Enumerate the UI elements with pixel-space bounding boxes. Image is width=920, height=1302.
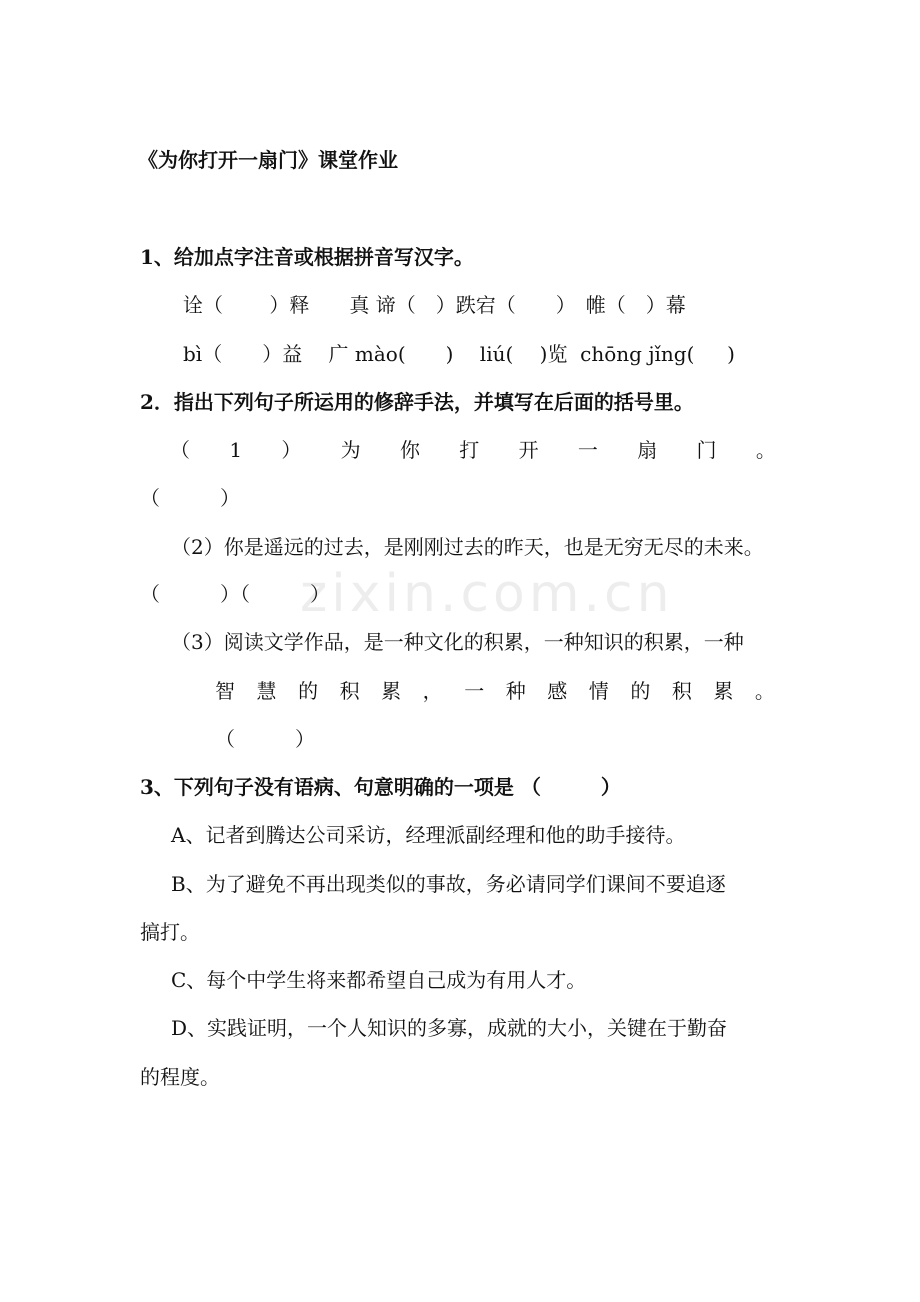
question-3-heading: 3、下列句子没有语病、句意明确的一项是 （ ）	[140, 775, 621, 799]
spaced-char: 。	[755, 438, 776, 462]
question-3-option-a: A、记者到腾达公司采访，经理派副经理和他的助手接待。	[171, 823, 686, 847]
spaced-char: 一	[464, 679, 485, 703]
spaced-char: 打	[459, 438, 480, 462]
spaced-char: 一	[577, 438, 598, 462]
spaced-char: 的	[298, 679, 319, 703]
spaced-char: 智	[215, 679, 235, 703]
spaced-char: 。	[754, 679, 775, 703]
spaced-char: 种	[505, 679, 526, 703]
question-3-option-d-line-2: 的程度。	[140, 1065, 220, 1089]
spaced-char: ）	[281, 438, 302, 462]
spaced-char: 为	[340, 438, 361, 462]
question-1-heading: 1、给加点字注音或根据拼音写汉字。	[140, 245, 474, 269]
spaced-char: 门	[696, 438, 717, 462]
question-3-option-b-line-2: 搞打。	[140, 920, 200, 944]
question-2-item-1	[170, 436, 776, 464]
spaced-char: 情	[588, 679, 609, 703]
question-3-option-d-line-1: D、实践证明，一个人知识的多寡，成就的大小，关键在于勤奋	[171, 1016, 728, 1040]
spaced-char: 你	[399, 438, 420, 462]
spaced-char: 感	[547, 679, 568, 703]
question-2-item-3-answer-blank: （ ）	[215, 727, 315, 751]
question-2-item-2: （2）你是遥远的过去，是刚刚过去的昨天，也是无穷无尽的未来。	[171, 535, 764, 559]
question-2-item-2-answer-blanks: （ ）（ ）	[140, 582, 330, 606]
spaced-char: （	[170, 438, 190, 462]
question-1-row-2: bì（ ）益 广 mào( ) liú( )览 chōng jǐng( )	[183, 342, 735, 366]
spaced-char: 开	[518, 438, 539, 462]
question-3-option-b-line-1: B、为了避免不再出现类似的事故，务必请同学们课间不要追逐	[171, 872, 726, 896]
spaced-char: ，	[422, 679, 443, 703]
question-1-row-1: 诠（ ）释 真 谛（ ）跌宕（ ） 帷（ ）幕	[183, 293, 686, 317]
question-2-item-1-answer-blank: （ ）	[140, 486, 240, 510]
spaced-char: 积	[671, 679, 692, 703]
question-2-item-3-line-1: （3）阅读文学作品，是一种文化的积累，一种知识的积累，一种	[171, 630, 744, 654]
question-2-item-3-line-2	[215, 677, 775, 705]
spaced-char: 扇	[637, 438, 658, 462]
spaced-char: 积	[339, 679, 360, 703]
spaced-char: 1	[229, 438, 243, 462]
question-3-option-c: C、每个中学生将来都希望自己成为有用人才。	[171, 968, 587, 992]
spaced-char: 的	[630, 679, 651, 703]
spaced-char: 累	[713, 679, 734, 703]
spaced-char: 慧	[256, 679, 277, 703]
spaced-char: 累	[381, 679, 402, 703]
watermark: zixin.com.cn	[300, 564, 674, 624]
page-title: 《为你打开一扇门》课堂作业	[138, 148, 398, 172]
question-2-heading: 2．指出下列句子所运用的修辞手法，并填写在后面的括号里。	[140, 390, 694, 414]
